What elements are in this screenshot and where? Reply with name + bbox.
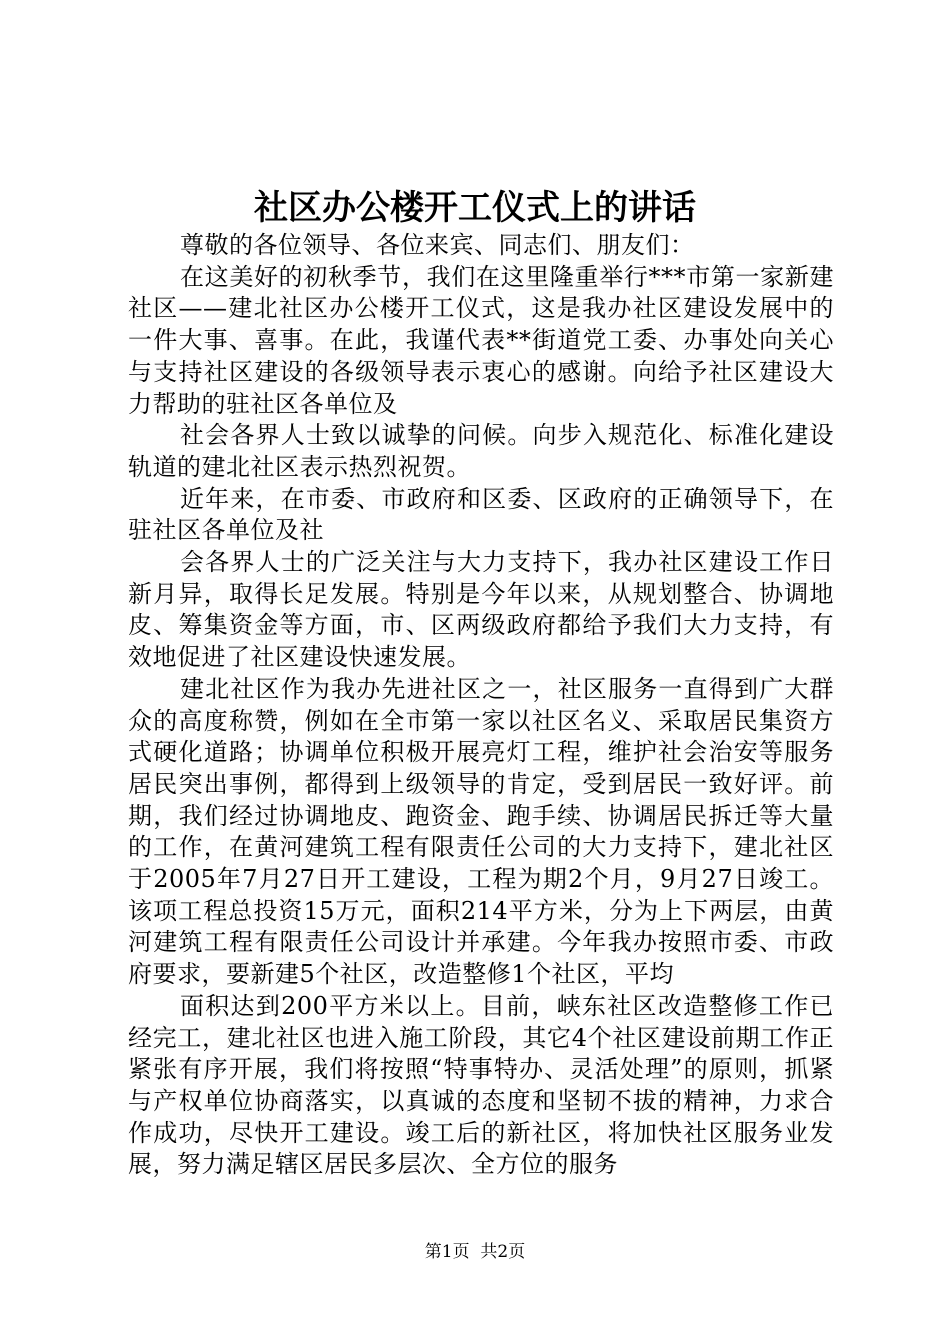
body-paragraph: 社会各界人士致以诚挚的问候。向步入规范化、标准化建设轨道的建北社区表示热烈祝贺。 <box>128 421 834 481</box>
body-paragraph: 近年来，在市委、市政府和区委、区政府的正确领导下，在驻社区各单位及社 <box>128 484 834 545</box>
salutation-paragraph: 尊敬的各位领导、各位来宾、同志们、朋友们： <box>180 231 695 259</box>
body-paragraph: 会各界人士的广泛关注与大力支持下，我办社区建设工作日新月异，取得长足发展。特别是今年以来，从规划整合、协调地皮、筹集资金等方面，市、区两级政府都给予我们大力支持，有效地促进了社区建设快速发展。 <box>128 548 834 672</box>
document-title: 社区办公楼开工仪式上的讲话 <box>254 188 696 228</box>
body-paragraph: 在这美好的初秋季节，我们在这里隆重举行***市第一家新建社区——建北社区办公楼开工仪式，这是我办社区建设发展中的一件大事、喜事。在此，我谨代表**街道党工委、办事处向关心与支持社区建设的各级领导表示衷心的感谢。向给予社区建设大力帮助的驻社区各单位及 <box>128 262 834 418</box>
page-number-footer: 第1页 共2页 <box>424 1242 526 1262</box>
document-body <box>128 230 834 1181</box>
body-paragraph: 建北社区作为我办先进社区之一，社区服务一直得到广大群众的高度称赞，例如在全市第一家以社区名义、采取居民集资方式硬化道路；协调单位积极开展亮灯工程，维护社会治安等服务居民突出事例，都得到上级领导的肯定，受到居民一致好评。前期，我们经过协调地皮、跑资金、跑手续、协调居民拆迁等大量的工作，在黄河建筑工程有限责任公司的大力支持下，建北社区于2005年7月27日开工建设，工程为期2个月，9月27日竣工。该项工程总投资15万元，面积214平方米，分为上下两层，由黄河建筑工程有限责任公司设计并承建。今年我办按照市委、市政府要求，要新建5个社区，改造整修1个社区，平均 <box>128 674 834 989</box>
body-paragraph: 面积达到200平方米以上。目前，峡东社区改造整修工作已经完工，建北社区也进入施工阶段，其它4个社区建设前期工作正紧张有序开展，我们将按照“特事特办、灵活处理”的原则，抓紧与产权单位协商落实，以真诚的态度和坚韧不拔的精神，力求合作成功，尽快开工建设。竣工后的新社区，将加快社区服务业发展，努力满足辖区居民多层次、全方位的服务 <box>128 991 834 1179</box>
